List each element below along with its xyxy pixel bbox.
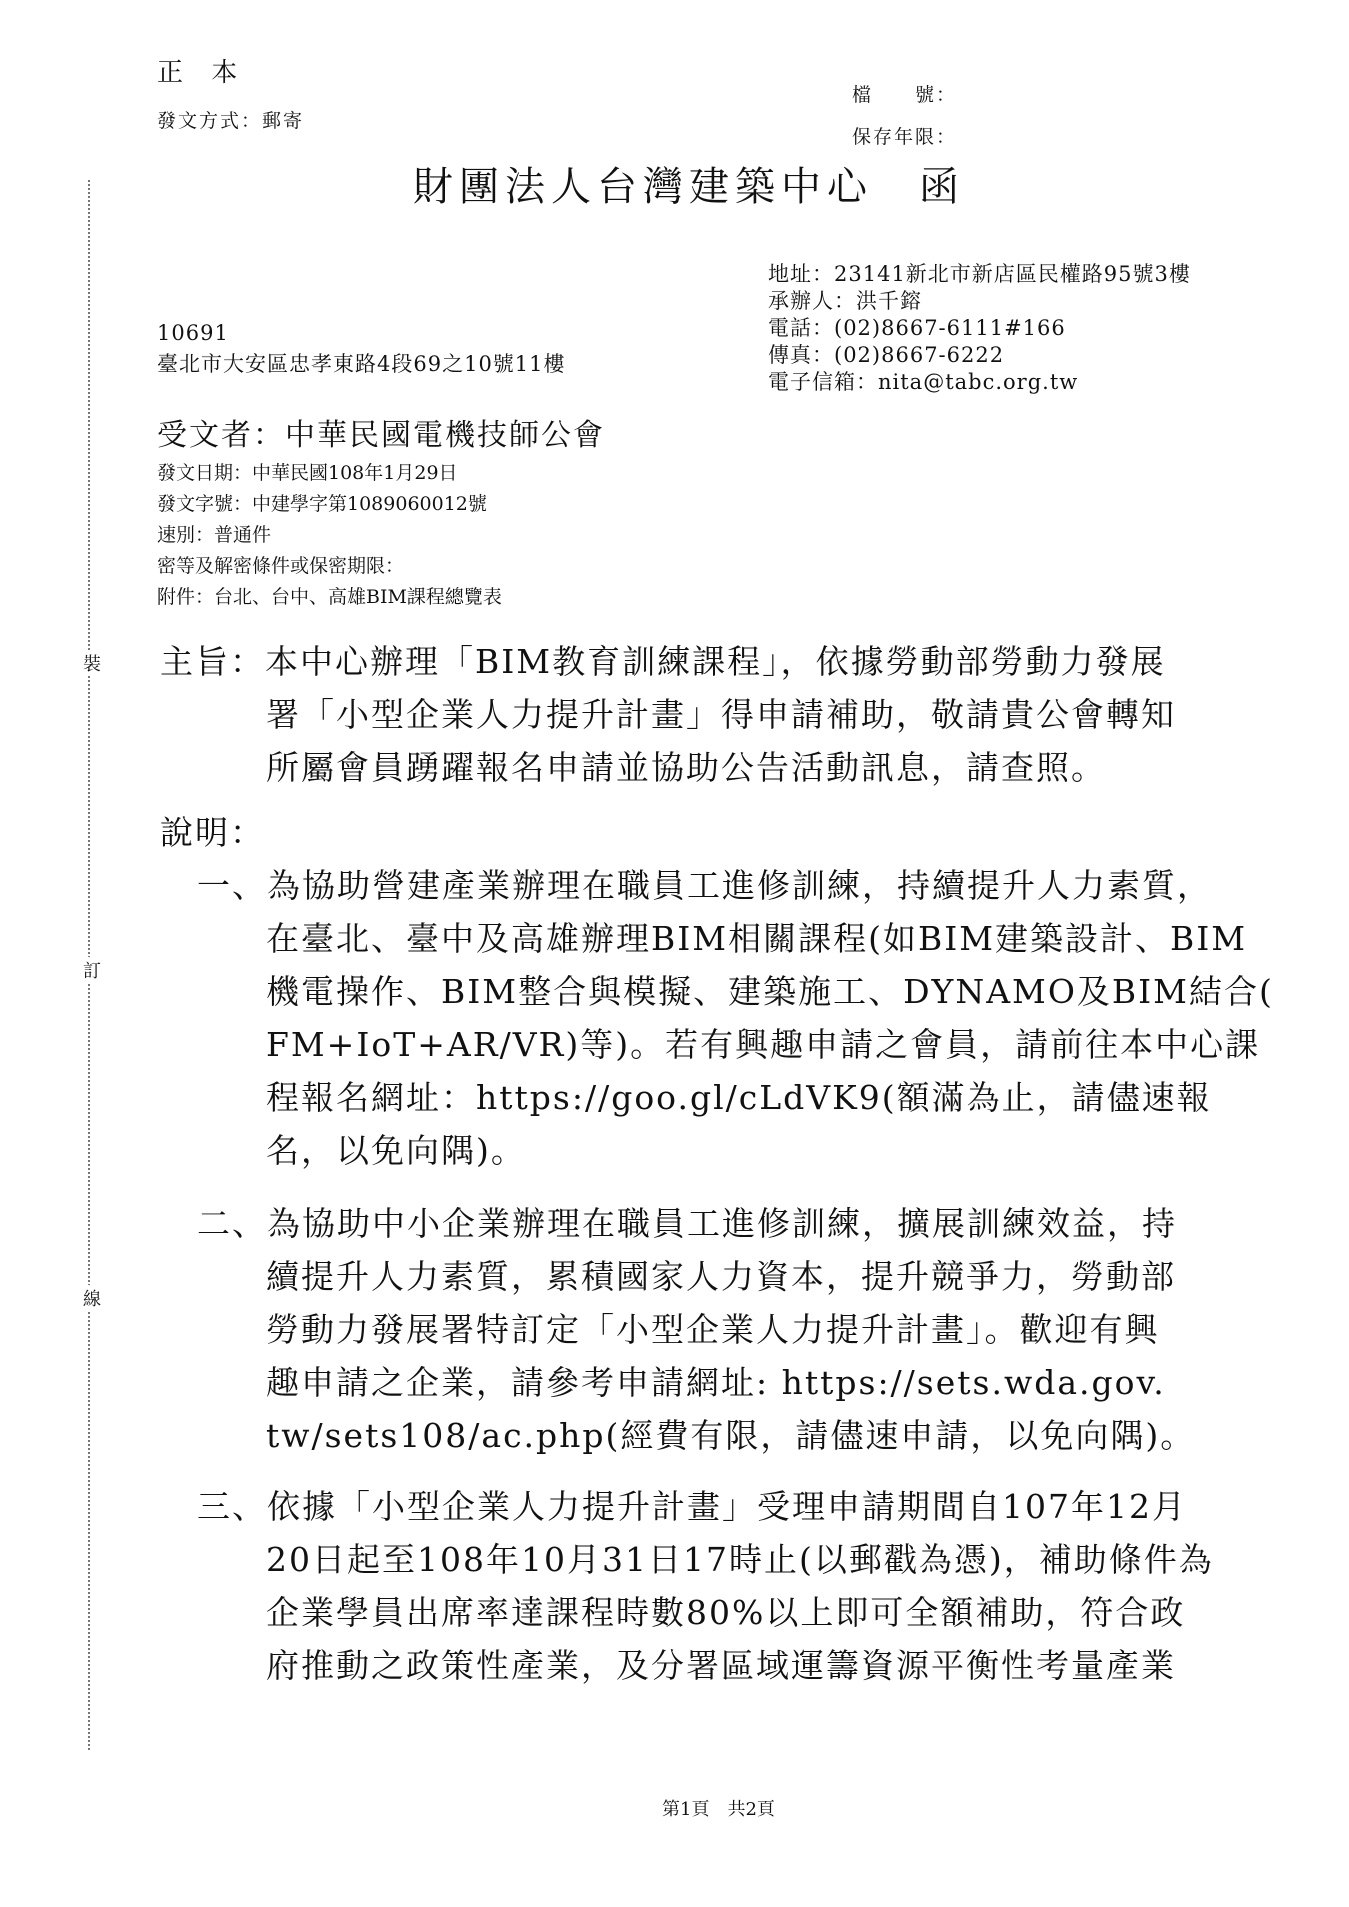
recipient-name: 受文者：中華民國電機技師公會 [157,418,605,453]
binding-mark-xian: 線 [83,1285,101,1311]
item-3-line-4: 府推動之政策性產業，及分署區域運籌資源平衡性考量產業 [266,1646,1176,1685]
original-copy-mark: 正 本 [157,58,248,88]
binding-mark-ding: 訂 [83,957,101,983]
item-1-line-6: 名，以免向隅)。 [266,1131,526,1170]
retention-period-label: 保存年限： [852,126,958,148]
recipient-postal-code: 10691 [157,321,229,345]
issue-date: 發文日期：中華民國108年1月29日 [157,462,458,484]
attachment: 附件：台北、台中、高雄BIM課程總覽表 [157,586,502,608]
subject-line-2: 署「小型企業人力提升計畫」得申請補助，敬請貴公會轉知 [266,695,1176,734]
document-title: 財團法人台灣建築中心 函 [413,164,965,210]
security-level: 密等及解密條件或保密期限： [157,555,405,577]
item-1-line-4: FM+IoT+AR/VR)等)。若有興趣申請之會員，請前往本中心課 [266,1025,1261,1064]
dispatch-method: 發文方式：郵寄 [157,110,305,132]
sender-email: 電子信箱：nita@tabc.org.tw [768,370,1079,394]
item-2-line-5: tw/sets108/ac.php(經費有限，請儘速申請，以免向隅)。 [266,1416,1196,1455]
sender-address: 地址：23141新北市新店區民權路95號3樓 [768,262,1191,286]
document-number: 發文字號：中建學字第1089060012號 [157,493,487,515]
item-2-line-2: 續提升人力素質，累積國家人力資本，提升競爭力，勞動部 [266,1257,1176,1296]
file-number-label: 檔 號： [852,84,958,106]
item-1-line-3: 機電操作、BIM整合與模擬、建築施工、DYNAMO及BIM結合( [266,972,1274,1011]
item-2-line-1: 二、為協助中小企業辦理在職員工進修訓練，擴展訓練效益，持 [197,1204,1177,1243]
item-3-line-2: 20日起至108年10月31日17時止(以郵戳為憑)，補助條件為 [266,1540,1214,1579]
sender-handler: 承辦人：洪千鎔 [768,289,922,313]
item-1-line-1: 一、為協助營建產業辦理在職員工進修訓練，持續提升人力素質， [197,866,1212,905]
item-1-line-2: 在臺北、臺中及高雄辦理BIM相關課程(如BIM建築設計、BIM [266,919,1248,958]
subject-line-3: 所屬會員踴躍報名申請並協助公告活動訊息，請查照。 [266,748,1106,787]
item-1-line-5: 程報名網址：https://goo.gl/cLdVK9(額滿為止，請儘速報 [266,1078,1212,1117]
subject-line-1: 主旨：本中心辦理「BIM教育訓練課程」，依據勞動部勞動力發展 [160,642,1166,681]
recipient-street-address: 臺北市大安區忠孝東路4段69之10號11樓 [157,352,566,376]
sender-phone: 電話：(02)8667-6111#166 [768,316,1066,340]
binding-mark-zhuang: 裝 [83,650,101,676]
item-2-line-4: 趣申請之企業，請參考申請網址: https://sets.wda.gov. [266,1363,1166,1402]
item-2-line-3: 勞動力發展署特訂定「小型企業人力提升計畫」。歡迎有興 [266,1310,1160,1349]
page-footer: 第1頁 共2頁 [662,1799,775,1820]
delivery-speed: 速別：普通件 [157,524,272,546]
sender-fax: 傳真：(02)8667-6222 [768,343,1005,367]
item-3-line-1: 三、依據「小型企業人力提升計畫」受理申請期間自107年12月 [197,1487,1187,1526]
explanation-heading: 說明： [160,813,265,852]
item-3-line-3: 企業學員出席率達課程時數80%以上即可全額補助，符合政 [266,1593,1186,1632]
